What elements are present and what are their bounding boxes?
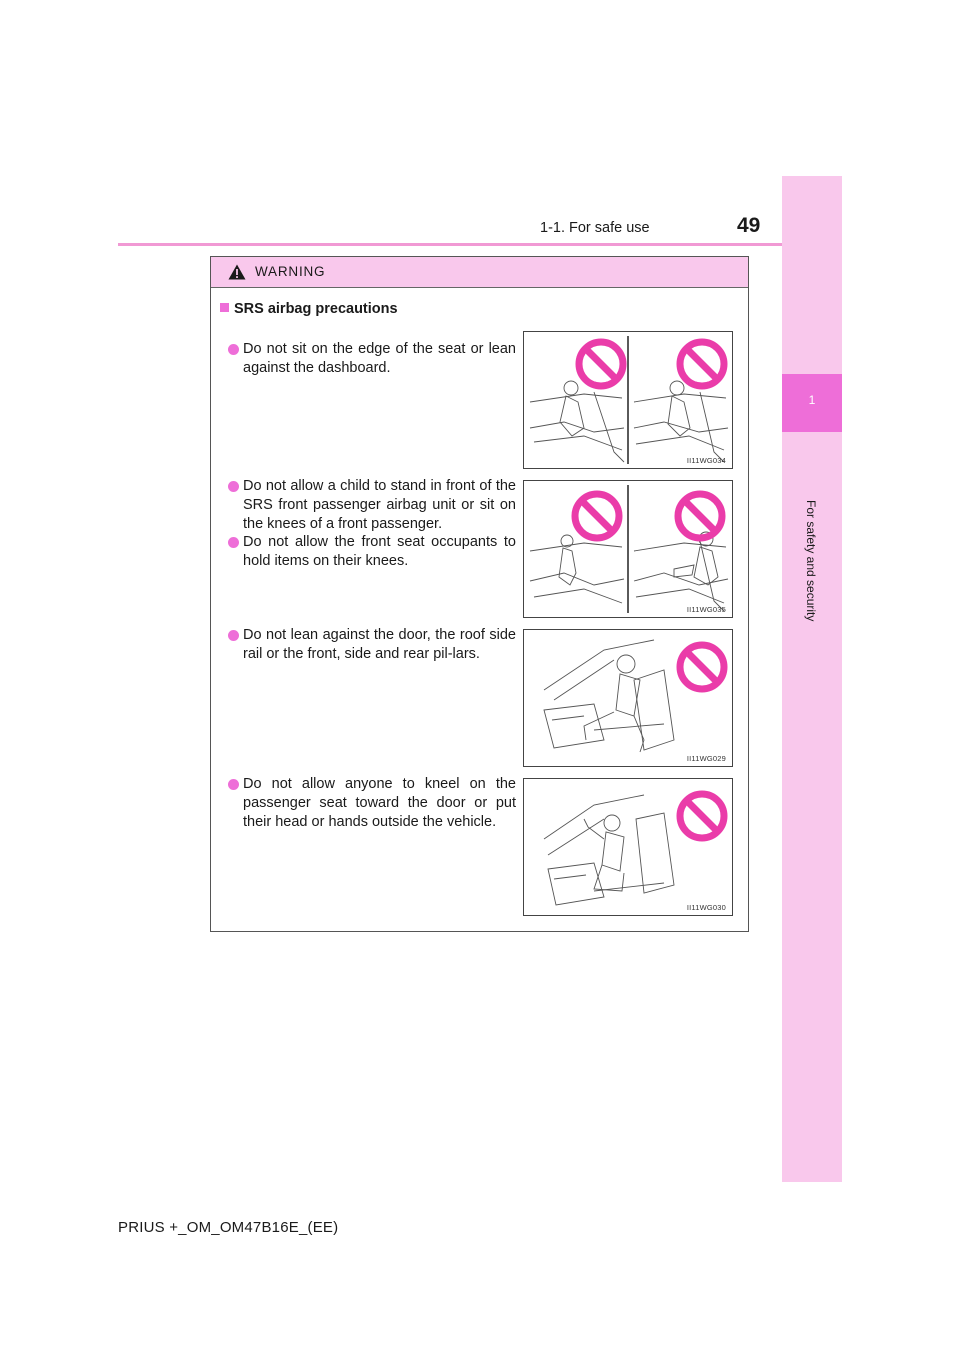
bullet-item: Do not allow the front seat occupants to hold items on their knees. <box>228 533 516 571</box>
prohibition-sign-icon <box>575 494 619 538</box>
side-tab <box>782 176 842 1182</box>
figure-child-standing <box>523 480 733 618</box>
bullet-item: Do not allow a child to stand in front of the SRS front passenger airbag unit or sit on the knees of a front passenger. <box>228 477 516 534</box>
figure-kneeling-seat <box>523 778 733 916</box>
chapter-label: For safety and security <box>804 500 818 622</box>
bullet-dot-icon <box>228 537 239 548</box>
bullet-dot-icon <box>228 630 239 641</box>
footer-doc-id: PRIUS +_OM_OM47B16E_(EE) <box>118 1219 339 1236</box>
prohibition-sign-icon <box>678 494 722 538</box>
bullet-item: Do not allow anyone to kneel on the passenger seat toward the door or put their head or hands outside the vehicle. <box>228 775 516 832</box>
chapter-number-tab[interactable]: 1 <box>782 374 842 432</box>
figure-edge-of-seat <box>523 331 733 469</box>
prohibition-sign-icon <box>680 645 724 689</box>
warning-title: WARNING <box>255 264 326 279</box>
prohibition-sign-icon <box>680 794 724 838</box>
illustration-kneeling-seat <box>524 779 732 915</box>
figure-code: II11WG035 <box>686 605 726 614</box>
illustration-child-front <box>524 481 732 617</box>
bullet-dot-icon <box>228 481 239 492</box>
square-bullet-icon <box>220 303 229 312</box>
warning-box <box>210 256 749 932</box>
warning-triangle-icon <box>228 264 246 280</box>
figure-code: II11WG030 <box>686 903 726 912</box>
figure-leaning-door <box>523 629 733 767</box>
prohibition-sign-icon <box>680 342 724 386</box>
figure-code: II11WG034 <box>686 456 726 465</box>
section-title: 1-1. For safe use <box>540 220 650 236</box>
bullet-dot-icon <box>228 779 239 790</box>
page-number: 49 <box>737 214 761 237</box>
illustration-seat-edge <box>524 332 732 468</box>
prohibition-sign-icon <box>579 342 623 386</box>
header-rule <box>118 243 782 246</box>
illustration-leaning-door <box>524 630 732 766</box>
bullet-item: Do not lean against the door, the roof side rail or the front, side and rear pil-lars. <box>228 626 516 664</box>
figure-code: II11WG029 <box>686 754 726 763</box>
subheading: SRS airbag precautions <box>220 301 398 317</box>
bullet-dot-icon <box>228 344 239 355</box>
bullet-item: Do not sit on the edge of the seat or lean against the dashboard. <box>228 340 516 378</box>
warning-header <box>211 257 748 288</box>
